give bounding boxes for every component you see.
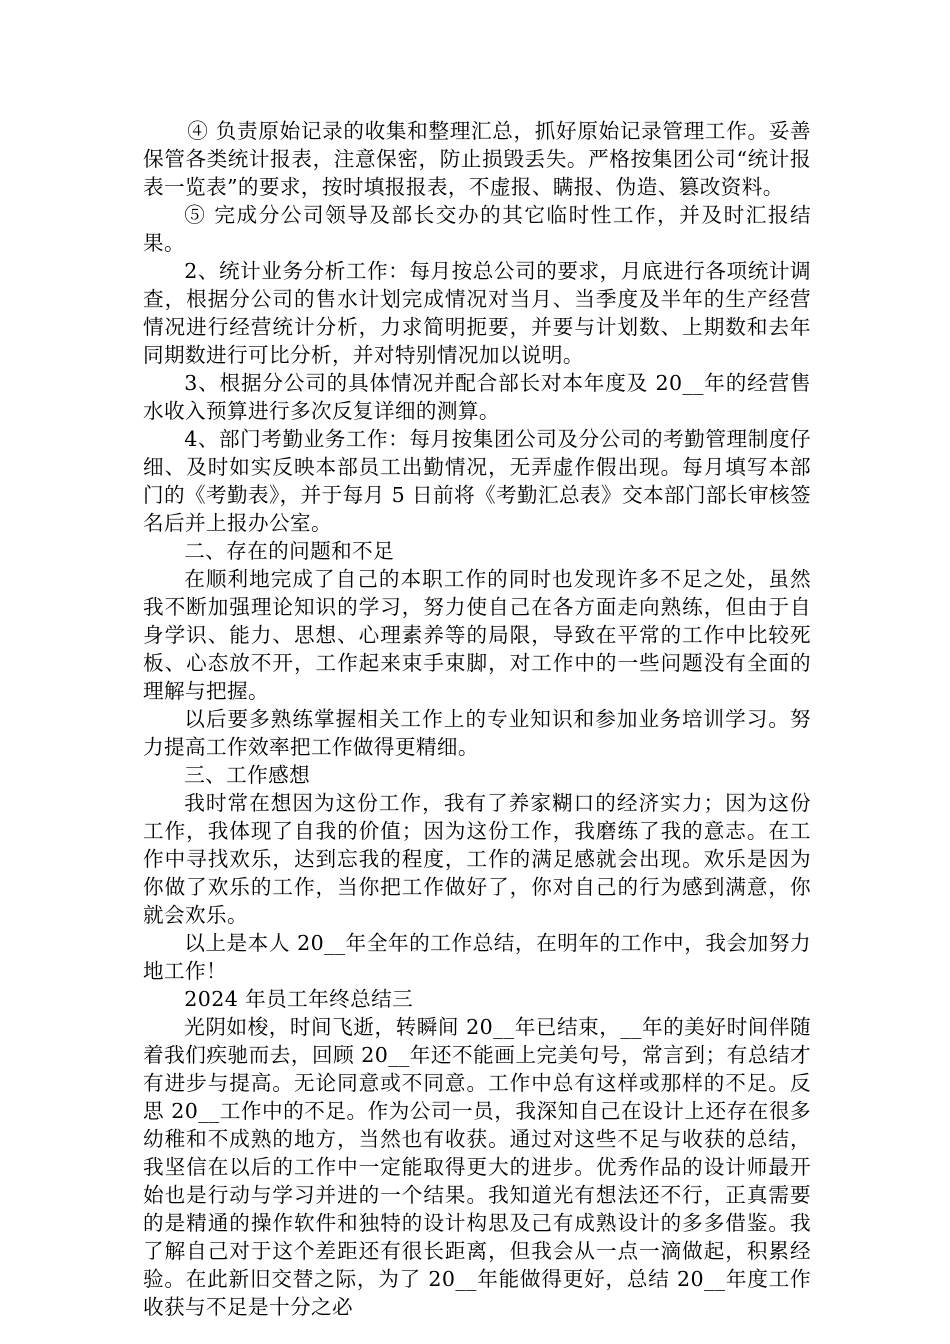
paragraph-conclusion: 以上是本人 20__年全年的工作总结，在明年的工作中，我会加努力地工作！ xyxy=(143,931,811,983)
heading-problems: 二、存在的问题和不足 xyxy=(184,539,395,563)
paragraph-shortcomings: 在顺利地完成了自己的本职工作的同时也发现许多不足之处，虽然我不断加强理论知识的学习，努力使自己在各方面走向熟练，但由于自身学识、能力、思想、心理素养等的局限，导致在平常的工作中比较死板、心态放不开，工作起来束手束脚，对工作中的一些问题没有全面的理解与把握。 xyxy=(143,567,811,703)
heading-summary-three: 2024 年员工年终总结三 xyxy=(184,987,414,1011)
document-body xyxy=(143,117,811,1321)
paragraph-original-records: ④ 负责原始记录的收集和整理汇总，抓好原始记录管理工作。妥善保管各类统计报表，注意保密，防止损毁丢失。严格按集团公司“统计报表一览表”的要求，按时填报报表，不虚报、瞒报、伪造、篡改资料。 xyxy=(143,119,811,199)
paragraph-budget-calculation: 3、根据分公司的具体情况并配合部长对本年度及 20__年的经营售水收入预算进行多次反复详细的测算。 xyxy=(143,371,811,423)
paragraph-temporary-tasks: ⑤ 完成分公司领导及部长交办的其它临时性工作，并及时汇报结果。 xyxy=(143,203,811,255)
paragraph-improvement: 以后要多熟练掌握相关工作上的专业知识和参加业务培训学习。努力提高工作效率把工作做得更精细。 xyxy=(143,707,811,759)
paragraph-reflections: 我时常在想因为这份工作，我有了养家糊口的经济实力；因为这份工作，我体现了自我的价值；因为这份工作，我磨练了我的意志。在工作中寻找欢乐，达到忘我的程度，工作的满足感就会出现。欢乐是因为你做了欢乐的工作，当你把工作做好了，你对自己的行为感到满意，你就会欢乐。 xyxy=(143,791,811,927)
paragraph-statistical-analysis: 2、统计业务分析工作：每月按总公司的要求，月底进行各项统计调查，根据分公司的售水计划完成情况对当月、当季度及半年的生产经营情况进行经营统计分析，力求简明扼要，并要与计划数、上期数和去年同期数进行可比分析，并对特别情况加以说明。 xyxy=(143,259,811,367)
paragraph-summary-three: 光阴如梭，时间飞逝，转瞬间 20__年已结束，__年的美好时间伴随着我们疾驰而去，回顾 20__年还不能画上完美句号，常言到；有总结才有进步与提高。无论同意或不同意。工作中总有这样或那样的不足。反思 20__工作中的不足。作为公司一员，我深知自己在设计上还存在很多幼稚和不成熟的地方，当然也有收获。通过对这些不足与收获的总结，我坚信在以后的工作中一定能取得更大的进步。优秀作品的设计师最开始也是行动与学习并进的一个结果。我知道光有想法还不行，正真需要的是精通的操作软件和独特的设计构思及己有成熟设计的多多借鉴。我了解自己对于这个差距还有很长距离，但我会从一点一滴做起，积累经验。在此新旧交替之际，为了 20__年能做得更好，总结 20__年度工作收获与不足是十分之必 xyxy=(143,1015,811,1319)
paragraph-attendance: 4、部门考勤业务工作：每月按集团公司及分公司的考勤管理制度仔细、及时如实反映本部员工出勤情况，无弄虚作假出现。每月填写本部门的《考勤表》，并于每月 5 日前将《考勤汇总表》交本部门部长审核签名后并上报办公室。 xyxy=(143,427,811,535)
heading-reflections: 三、工作感想 xyxy=(184,763,311,787)
